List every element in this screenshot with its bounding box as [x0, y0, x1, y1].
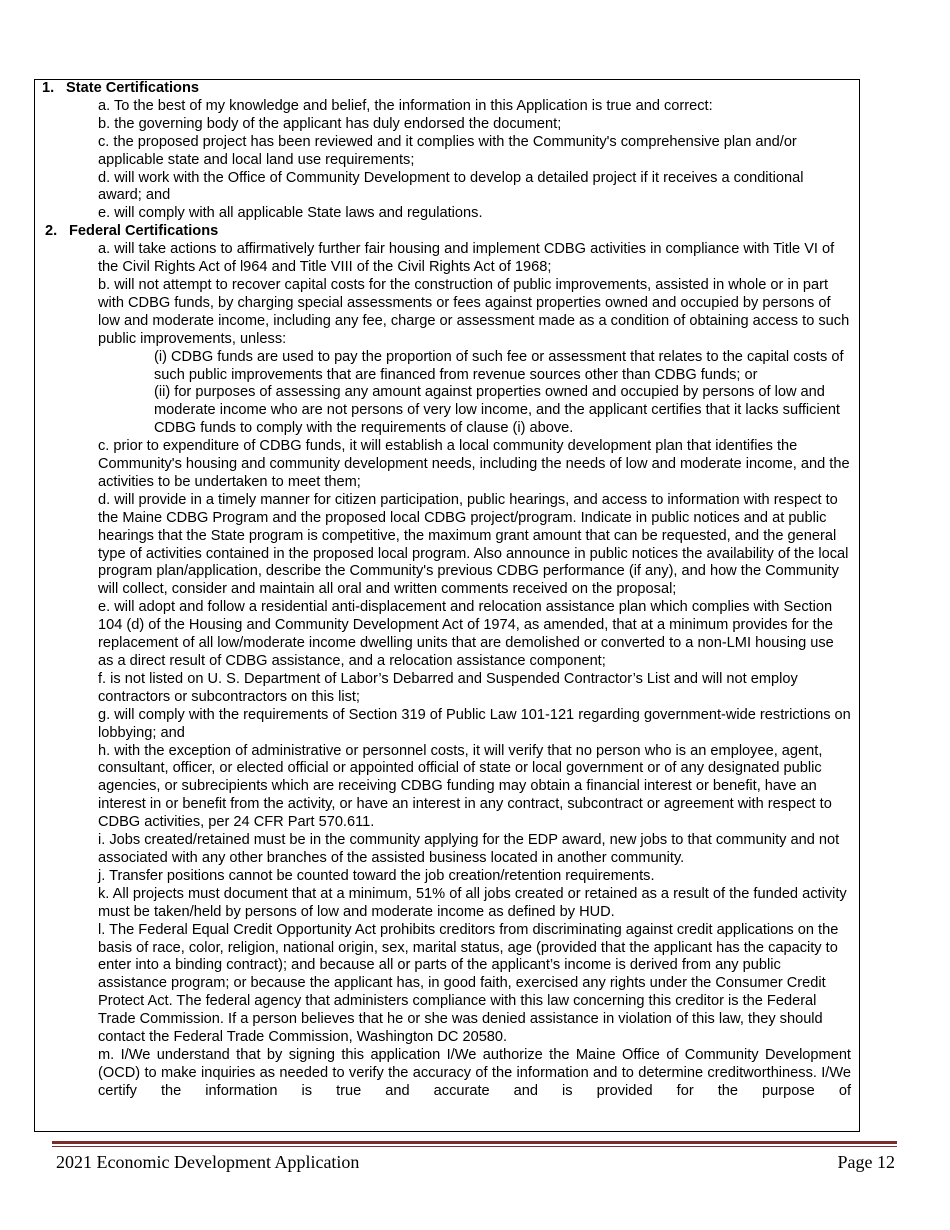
state-item-e: e. will comply with all applicable State laws and regulations. — [98, 205, 483, 222]
certifications-content — [42, 80, 851, 1101]
federal-item-h: h. with the exception of administrative or personnel costs, it will verify that no person who is an employee, agent, consultant, officer, or elected official or appointed official of state or local government or of any designated public agencies, or subrecipients which are receiving CDBG funding may obtain a financial interest or benefit, have an interest in or benefit from the activity, or have an interest in any contract, subcontract or agreement with respect to CDBG activities, per 24 CFR Part 570.611. — [98, 742, 832, 831]
section-number: 1. — [42, 80, 55, 96]
federal-item-c: c. prior to expenditure of CDBG funds, it will establish a local community development plan that identifies the Community's housing and community development needs, including the needs of low and moderate income, and the activities to be undertaken to meet them; — [98, 438, 850, 490]
section-title: Federal Certifications — [69, 223, 219, 240]
federal-item-m: m. I/We understand that by signing this application I/We authorize the Maine Office of Community Development (OCD) to make inquiries as needed to verify the accuracy of the information and to determine creditworthiness. I/We certify the information is true and accurate and is provided for the purpose of — [98, 1046, 851, 1099]
federal-item-a: a. will take actions to affirmatively further fair housing and implement CDBG activities in compliance with Title VI of the Civil Rights Act of l964 and Title VIII of the Civil Rights Act of 1968; — [98, 241, 835, 276]
footer-page-number: Page 12 — [837, 1152, 895, 1172]
state-item-a: a. To the best of my knowledge and belief, the information in this Application is true and correct: — [98, 97, 713, 114]
federal-item-k: k. All projects must document that at a minimum, 51% of all jobs created or retained as a result of the funded activity must be taken/held by persons of low and moderate income as defined by HUD. — [98, 885, 847, 920]
federal-item-e: e. will adopt and follow a residential anti-displacement and relocation assistance plan which complies with Section 104 (d) of the Housing and Community Development Act of 1974, as amended, that at a minimum provides for the replacement of all low/moderate income dwelling units that are demolished or converted to a non-LMI housing use as a direct result of CDBG assistance, and a relocation assistance component; — [98, 599, 834, 669]
federal-item-j: j. Transfer positions cannot be counted toward the job creation/retention requirements. — [98, 867, 655, 884]
state-item-b: b. the governing body of the applicant has duly endorsed the document; — [98, 115, 562, 132]
federal-item-d: d. will provide in a timely manner for citizen participation, public hearings, and access to information with respect to the Maine CDBG Program and the proposed local CDBG project/program. Indicate in public notices and at public hearings that the State program is competitive, the maximum grant amount that can be requested, and the general type of activities contained in the proposed local program. Also announce in public notices the availability of the local program plan/application, describe the Community's previous CDBG performance (if any), and how the Community will collect, consider and maintain all oral and written comments received on the proposal; — [98, 491, 849, 598]
federal-item-l: l. The Federal Equal Credit Opportunity Act prohibits creditors from discriminating against credit applications on the basis of race, color, religion, national origin, sex, marital status, age (provided that the applicant has the capacity to enter into a binding contract); and because all or parts of the applicant’s income is derived from any public assistance program; or because the applicant has, in good faith, exercised any rights under the Consumer Credit Protect Act. The federal agency that administers compliance with this law concerning this creditor is the Federal Trade Commission. If a person believes that he or she was denied assistance in violation of this law, they should contact the Federal Trade Commission, Washington DC 20580. — [98, 921, 839, 1046]
footer-rule-thick — [52, 1141, 897, 1144]
section-heading-federal — [45, 223, 851, 241]
section-heading-state — [42, 80, 851, 98]
federal-item-b-ii: (ii) for purposes of assessing any amount against properties owned and occupied by persons of low and moderate income who are not persons of very low income, and the applicant certifies that it lacks sufficient CDBG funds to comply with the requirements of clause (i) above. — [154, 384, 840, 437]
footer-rule-thin — [52, 1146, 897, 1147]
federal-item-g: g. will comply with the requirements of Section 319 of Public Law 101-121 regarding government-wide restrictions on lobbying; and — [98, 706, 851, 741]
federal-item-i: i. Jobs created/retained must be in the community applying for the EDP award, new jobs to that community and not associated with any other branches of the assisted business located in another community. — [98, 832, 840, 866]
federal-item-f: f. is not listed on U. S. Department of Labor’s Debarred and Suspended Contractor’s List and will not employ contractors or subcontractors on this list; — [98, 670, 798, 705]
federal-item-b-i: (i) CDBG funds are used to pay the proportion of such fee or assessment that relates to the capital costs of such public improvements that are financed from revenue sources other than CDBG funds; or — [154, 348, 844, 383]
section-number: 2. — [45, 223, 58, 240]
federal-item-b: b. will not attempt to recover capital costs for the construction of public improvements, assisted in whole or in part with CDBG funds, by charging special assessments or fees against properties owned and occupied by persons of low and moderate income, including any fee, charge or assessment made as a condition of obtaining access to such public improvements, unless: — [98, 276, 850, 347]
section-title: State Certifications — [66, 80, 199, 96]
state-item-c: c. the proposed project has been reviewed and it complies with the Community's comprehensive plan and/or applicable state and local land use requirements; — [98, 133, 797, 168]
state-item-d: d. will work with the Office of Community Development to develop a detailed project if it receives a conditional award; and — [98, 169, 804, 204]
certifications-box — [34, 79, 860, 1132]
footer-document-title: 2021 Economic Development Application — [56, 1152, 360, 1172]
